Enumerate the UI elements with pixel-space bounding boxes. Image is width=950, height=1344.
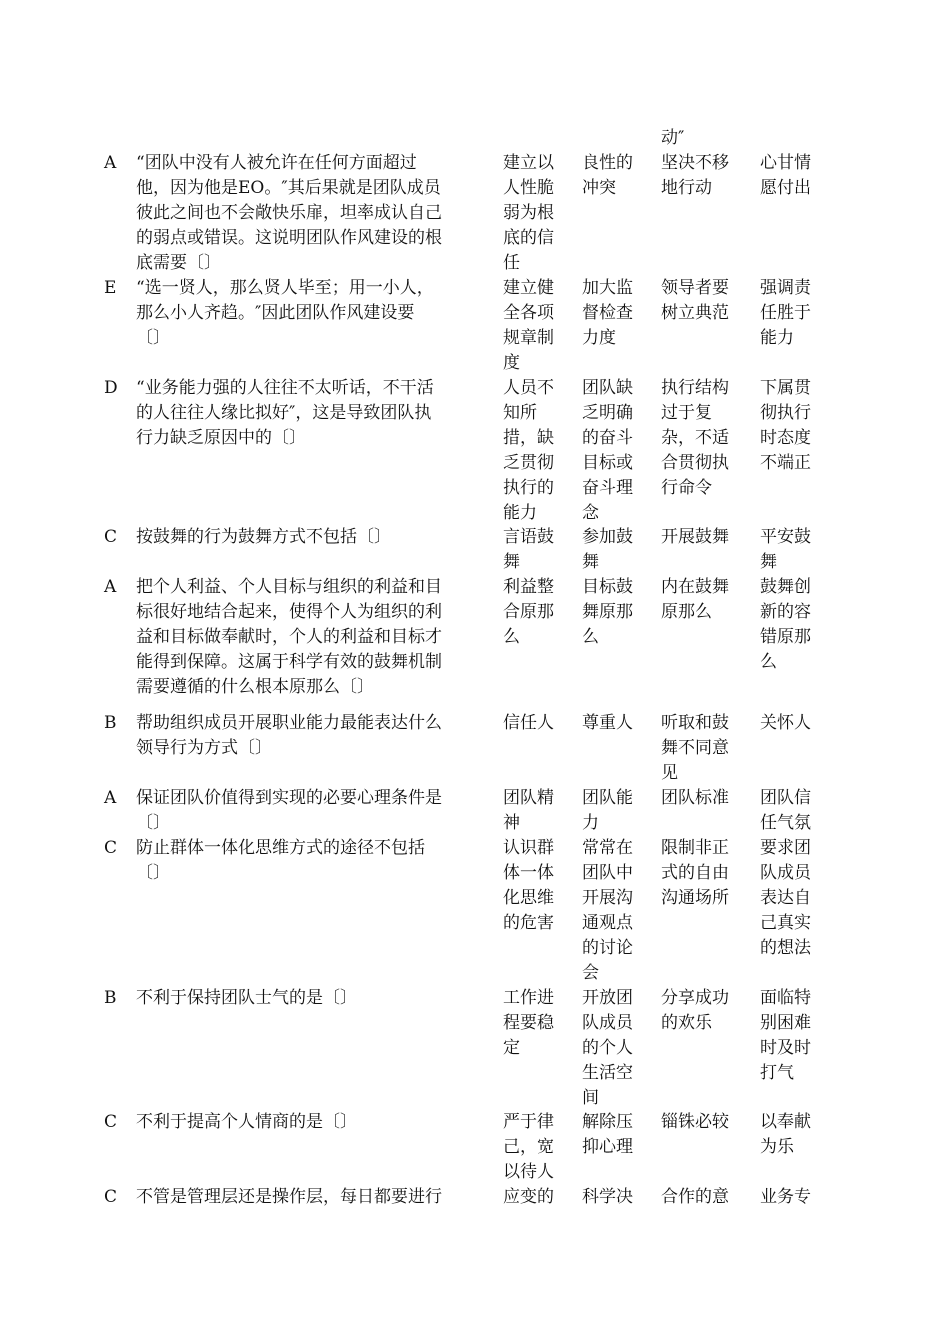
- question-text: 把个人利益、个人目标与组织的利益和目 标很好地结合起来，使得个人为组织的利 益和目标做奉献时，个人的利益和目标才 能得到保障。这属于科学有效的鼓舞机制 需要遵循的什么根本原那么〔〕: [136, 577, 442, 697]
- option-3: 坚决不移 地行动: [661, 153, 729, 198]
- option-3: 合作的意: [661, 1187, 729, 1207]
- question-text: “选一贤人，那么贤人毕至；用一小人， 那么小人齐趋。″因此团队作风建设要 〔〕: [136, 278, 434, 348]
- question-text: 不利于提高个人情商的是〔〕: [136, 1112, 357, 1132]
- option-2: 良性的 冲突: [582, 153, 633, 198]
- option-3: 内在鼓舞 原那么: [661, 577, 729, 622]
- option-2: 团队缺 乏明确 的奋斗 目标或 奋斗理 念: [582, 378, 633, 523]
- answer-letter: C: [104, 838, 118, 858]
- option-1: 严于律 己，宽 以待人: [503, 1112, 554, 1182]
- option-1: 信任人: [503, 713, 554, 733]
- option-3: 锱铢必较: [661, 1112, 729, 1132]
- option-4: 平安鼓 舞: [760, 527, 811, 572]
- option-1: 认识群 体一体 化思维 的危害: [503, 838, 554, 933]
- option-2: 尊重人: [582, 713, 633, 733]
- option-1: 团队精 神: [503, 788, 554, 833]
- answer-letter: C: [104, 527, 118, 547]
- question-text: 不管是管理层还是操作层，每日都要进行: [136, 1187, 442, 1207]
- question-text: 保证团队价值得到实现的必要心理条件是 〔〕: [136, 788, 442, 833]
- option-4: 业务专: [760, 1187, 811, 1207]
- option-3: 听取和鼓 舞不同意 见: [661, 713, 729, 783]
- option-2: 科学决: [582, 1187, 633, 1207]
- question-text: 帮助组织成员开展职业能力最能表达什么 领导行为方式〔〕: [136, 713, 442, 758]
- question-text: “团队中没有人被允许在任何方面超过 他，因为他是EO。″其后果就是团队成员 彼此之间也不会敞快乐扉，坦率成认自己 的弱点或错误。这说明团队作风建设的根 底需要〔〕: [136, 153, 442, 273]
- option-2: 团队能 力: [582, 788, 633, 833]
- question-text: 按鼓舞的行为鼓舞方式不包括〔〕: [136, 527, 391, 547]
- option-1: 人员不 知所 措，缺 乏贯彻 执行的 能力: [503, 378, 554, 523]
- answer-letter: C: [104, 1112, 118, 1132]
- option-4: 心甘情 愿付出: [760, 153, 811, 198]
- option-4: 鼓舞创 新的容 错原那 么: [760, 577, 811, 672]
- answer-letter: C: [104, 1187, 118, 1207]
- option-4: 要求团 队成员 表达自 己真实 的想法: [760, 838, 811, 958]
- option-4: 面临特 别困难 时及时 打气: [760, 988, 811, 1083]
- answer-letter: A: [104, 788, 117, 808]
- answer-letter: E: [104, 278, 117, 298]
- option-4: 强调责 任胜于 能力: [760, 278, 811, 348]
- question-text: “业务能力强的人往往不太听话，不干活 的人往往人缘比拟好″，这是导致团队执 行力缺乏原因中的〔〕: [136, 378, 434, 448]
- option-1: 言语鼓 舞: [503, 527, 554, 572]
- question-text: 不利于保持团队士气的是〔〕: [136, 988, 357, 1008]
- option-1: 建立健 全各项 规章制 度: [503, 278, 554, 373]
- option-2: 加大监 督检查 力度: [582, 278, 633, 348]
- option-2: 常常在 团队中 开展沟 通观点 的讨论 会: [582, 838, 633, 983]
- option-3: 开展鼓舞: [661, 527, 729, 547]
- option-1: 工作进 程要稳 定: [503, 988, 554, 1058]
- option-3: 限制非正 式的自由 沟通场所: [661, 838, 729, 908]
- option-3: 执行结构 过于复 杂，不适 合贯彻执 行命令: [661, 378, 729, 498]
- answer-letter: B: [104, 988, 117, 1008]
- option-4: 团队信 任气氛: [760, 788, 811, 833]
- option-3: 团队标准: [661, 788, 729, 808]
- option-2: 目标鼓 舞原那 么: [582, 577, 633, 647]
- answer-letter: A: [104, 153, 117, 173]
- option-2: 参加鼓 舞: [582, 527, 633, 572]
- option-2: 解除压 抑心理: [582, 1112, 633, 1157]
- option-1: 应变的: [503, 1187, 554, 1207]
- option-2: 开放团 队成员 的个人 生活空 间: [582, 988, 633, 1108]
- option-4: 关怀人: [760, 713, 811, 733]
- option-4: 下属贯 彻执行 时态度 不端正: [760, 378, 811, 473]
- top-fragment: 动″: [661, 128, 685, 148]
- option-1: 利益整 合原那 么: [503, 577, 554, 647]
- answer-letter: D: [104, 378, 118, 398]
- answer-letter: A: [104, 577, 117, 597]
- option-3: 分享成功 的欢乐: [661, 988, 729, 1033]
- option-4: 以奉献 为乐: [760, 1112, 811, 1157]
- answer-letter: B: [104, 713, 117, 733]
- question-text: 防止群体一体化思维方式的途径不包括 〔〕: [136, 838, 425, 883]
- option-1: 建立以 人性脆 弱为根 底的信 任: [503, 153, 554, 273]
- option-3: 领导者要 树立典范: [661, 278, 729, 323]
